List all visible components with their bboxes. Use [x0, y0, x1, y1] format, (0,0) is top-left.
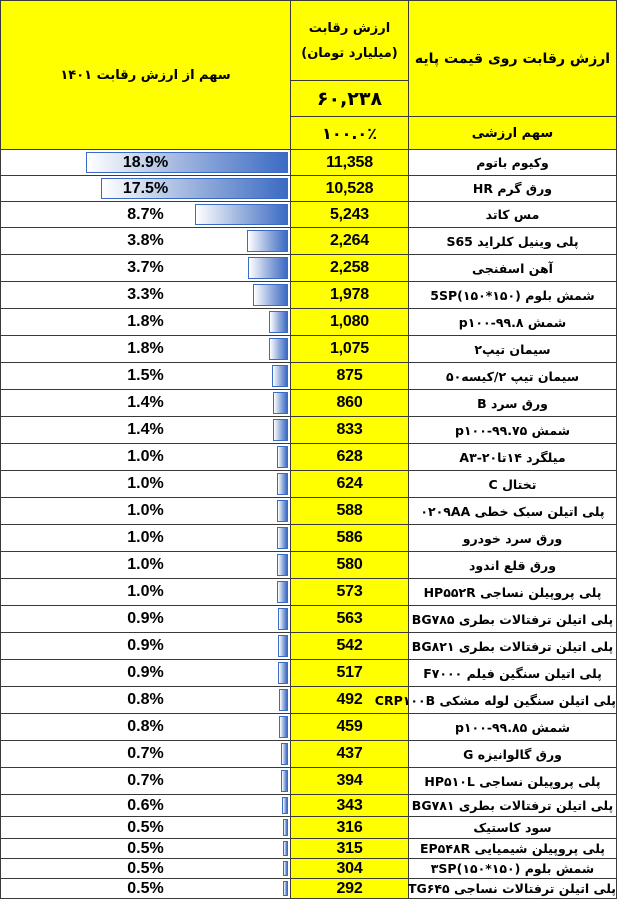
share-percent: 0.5%	[127, 839, 164, 857]
row-share	[1, 879, 291, 899]
row-name: مس کاتد	[409, 202, 617, 228]
share-percent: 1.8%	[127, 313, 164, 330]
table-row	[1, 363, 617, 390]
table-row	[1, 839, 617, 859]
share-percent: 3.3%	[127, 286, 164, 303]
share-percent: 0.9%	[127, 637, 164, 654]
row-value: 1,080	[291, 309, 409, 336]
row-name: سیمان تیپ۲	[409, 336, 617, 363]
table-row	[1, 741, 617, 768]
table-row	[1, 336, 617, 363]
row-name: شمش ۹۹.۷۵-p۱۰۰	[409, 417, 617, 444]
row-share	[1, 228, 291, 255]
table-row	[1, 879, 617, 899]
row-name: پلی پروپیلن نساجی HP۵۱۰L	[409, 768, 617, 795]
row-share	[1, 817, 291, 839]
row-value: 343	[291, 795, 409, 817]
row-value: 492	[291, 687, 409, 714]
table-row	[1, 390, 617, 417]
row-share	[1, 282, 291, 309]
row-value: 315	[291, 839, 409, 859]
row-name: ورق قلع اندود	[409, 552, 617, 579]
row-value: 563	[291, 606, 409, 633]
row-value: 580	[291, 552, 409, 579]
row-name: پلی اتیلن سنگین لوله مشکی CRP۱۰۰B	[409, 687, 617, 714]
row-value: 833	[291, 417, 409, 444]
share-percent: 0.7%	[127, 745, 164, 762]
row-share	[1, 417, 291, 444]
row-value: 875	[291, 363, 409, 390]
row-share	[1, 687, 291, 714]
total-value: ۶۰,۲۳۸	[291, 81, 409, 117]
row-name: پلی پروپیلن شیمیایی EP۵۴۸R	[409, 839, 617, 859]
row-value: 628	[291, 444, 409, 471]
row-value: 11,358	[291, 150, 409, 176]
header-row-top	[1, 1, 617, 81]
row-value: 588	[291, 498, 409, 525]
row-value: 394	[291, 768, 409, 795]
share-percent: 17.5%	[122, 179, 169, 197]
share-percent: 1.0%	[127, 448, 164, 465]
item-header: سهم ارزشی	[409, 117, 617, 150]
row-share	[1, 660, 291, 687]
row-share	[1, 839, 291, 859]
row-share	[1, 255, 291, 282]
table-row	[1, 202, 617, 228]
table-row	[1, 228, 617, 255]
row-name: پلی اتیلن ترفتالات بطری BG۸۲۱	[409, 633, 617, 660]
row-share	[1, 859, 291, 879]
row-share	[1, 552, 291, 579]
row-name: سود کاستیک	[409, 817, 617, 839]
row-value: 10,528	[291, 176, 409, 202]
row-value: 437	[291, 741, 409, 768]
table-row	[1, 525, 617, 552]
value-header-line2: (میلیارد تومان)	[301, 45, 398, 61]
share-percent: 0.7%	[127, 772, 164, 789]
row-name: آهن اسفنجی	[409, 255, 617, 282]
share-percent: 1.0%	[127, 556, 164, 573]
row-share	[1, 498, 291, 525]
table-row	[1, 660, 617, 687]
share-percent: 0.9%	[127, 664, 164, 681]
row-name: شمش بلوم (۱۵۰*۱۵۰)5SP	[409, 282, 617, 309]
value-header-line1: ارزش رقابت	[308, 20, 391, 36]
row-name: وکیوم باتوم	[409, 150, 617, 176]
share-percent: 0.5%	[127, 818, 164, 836]
row-name: تختال C	[409, 471, 617, 498]
share-percent: 8.7%	[127, 205, 164, 223]
row-share	[1, 150, 291, 176]
table-row	[1, 579, 617, 606]
row-share	[1, 202, 291, 228]
table-row	[1, 606, 617, 633]
share-percent: 0.6%	[127, 796, 164, 814]
row-name: پلی وینیل کلراید S65	[409, 228, 617, 255]
table-row	[1, 417, 617, 444]
row-share	[1, 633, 291, 660]
table-row	[1, 714, 617, 741]
base-price-header: ارزش رقابت روی قیمت پایه	[409, 1, 617, 117]
table-row	[1, 282, 617, 309]
share-percent: 0.8%	[127, 718, 164, 735]
share-percent: 1.0%	[127, 502, 164, 519]
row-share	[1, 795, 291, 817]
row-name: ورق سرد خودرو	[409, 525, 617, 552]
row-value: 459	[291, 714, 409, 741]
share-percent: 18.9%	[122, 153, 169, 171]
row-value: 586	[291, 525, 409, 552]
share-percent: 1.0%	[127, 529, 164, 546]
row-value: 1,978	[291, 282, 409, 309]
table-row	[1, 498, 617, 525]
row-value: 573	[291, 579, 409, 606]
share-percent: 1.5%	[127, 367, 164, 384]
row-share	[1, 714, 291, 741]
row-name: شمش ۹۹.۸۵-p۱۰۰	[409, 714, 617, 741]
row-name: پلی اتیلن ترفتالات نساجی TG۶۴۵	[409, 879, 617, 899]
row-value: 2,258	[291, 255, 409, 282]
row-name: پلی اتیلن سبک خطی ۰۲۰۹AA	[409, 498, 617, 525]
table-row	[1, 768, 617, 795]
row-name: ورق گالوانیزه G	[409, 741, 617, 768]
row-name: ورق سرد B	[409, 390, 617, 417]
share-header: سهم از ارزش رقابت ۱۴۰۱	[1, 1, 291, 150]
table-row	[1, 444, 617, 471]
row-share	[1, 471, 291, 498]
row-name: شمش بلوم (۱۵۰*۱۵۰)۳SP	[409, 859, 617, 879]
row-name: پلی اتیلن ترفتالات بطری BG۷۸۵	[409, 606, 617, 633]
row-share	[1, 336, 291, 363]
row-share	[1, 444, 291, 471]
share-percent: 0.8%	[127, 691, 164, 708]
table-row	[1, 633, 617, 660]
table-row	[1, 817, 617, 839]
share-percent: 3.7%	[127, 259, 164, 276]
row-name: شمش ۹۹.۸-p۱۰۰	[409, 309, 617, 336]
row-share	[1, 309, 291, 336]
row-value: 517	[291, 660, 409, 687]
share-percent: 1.0%	[127, 583, 164, 600]
share-percent: 0.5%	[127, 879, 164, 897]
total-share: ۱۰۰.۰٪	[291, 117, 409, 150]
table-row	[1, 255, 617, 282]
row-name: میلگرد ۱۴تا۲۰-A۳	[409, 444, 617, 471]
row-value: 316	[291, 817, 409, 839]
table-row	[1, 687, 617, 714]
value-header	[291, 1, 409, 81]
row-value: 624	[291, 471, 409, 498]
table-row	[1, 795, 617, 817]
share-percent: 0.9%	[127, 610, 164, 627]
row-value: 304	[291, 859, 409, 879]
share-percent: 1.0%	[127, 475, 164, 492]
table-row	[1, 471, 617, 498]
table-row	[1, 859, 617, 879]
share-percent: 1.4%	[127, 421, 164, 438]
row-share	[1, 579, 291, 606]
row-share	[1, 390, 291, 417]
table-row	[1, 150, 617, 176]
row-share	[1, 606, 291, 633]
row-name: ورق گرم HR	[409, 176, 617, 202]
row-share	[1, 768, 291, 795]
table-row	[1, 176, 617, 202]
row-value: 542	[291, 633, 409, 660]
share-percent: 1.4%	[127, 394, 164, 411]
table-row	[1, 552, 617, 579]
row-value: 1,075	[291, 336, 409, 363]
row-share	[1, 176, 291, 202]
row-value: 2,264	[291, 228, 409, 255]
row-name: پلی پروپیلن نساجی HP۵۵۲R	[409, 579, 617, 606]
row-name: پلی اتیلن سنگین فیلم F۷۰۰۰	[409, 660, 617, 687]
row-share	[1, 741, 291, 768]
row-share	[1, 525, 291, 552]
row-value: 292	[291, 879, 409, 899]
share-percent: 1.8%	[127, 340, 164, 357]
table-row	[1, 309, 617, 336]
share-percent: 3.8%	[127, 232, 164, 249]
row-value: 860	[291, 390, 409, 417]
share-percent: 0.5%	[127, 859, 164, 877]
row-share	[1, 363, 291, 390]
row-value: 5,243	[291, 202, 409, 228]
row-name: سیمان تیپ ۲/کیسه۵۰	[409, 363, 617, 390]
row-name: پلی اتیلن ترفتالات بطری BG۷۸۱	[409, 795, 617, 817]
